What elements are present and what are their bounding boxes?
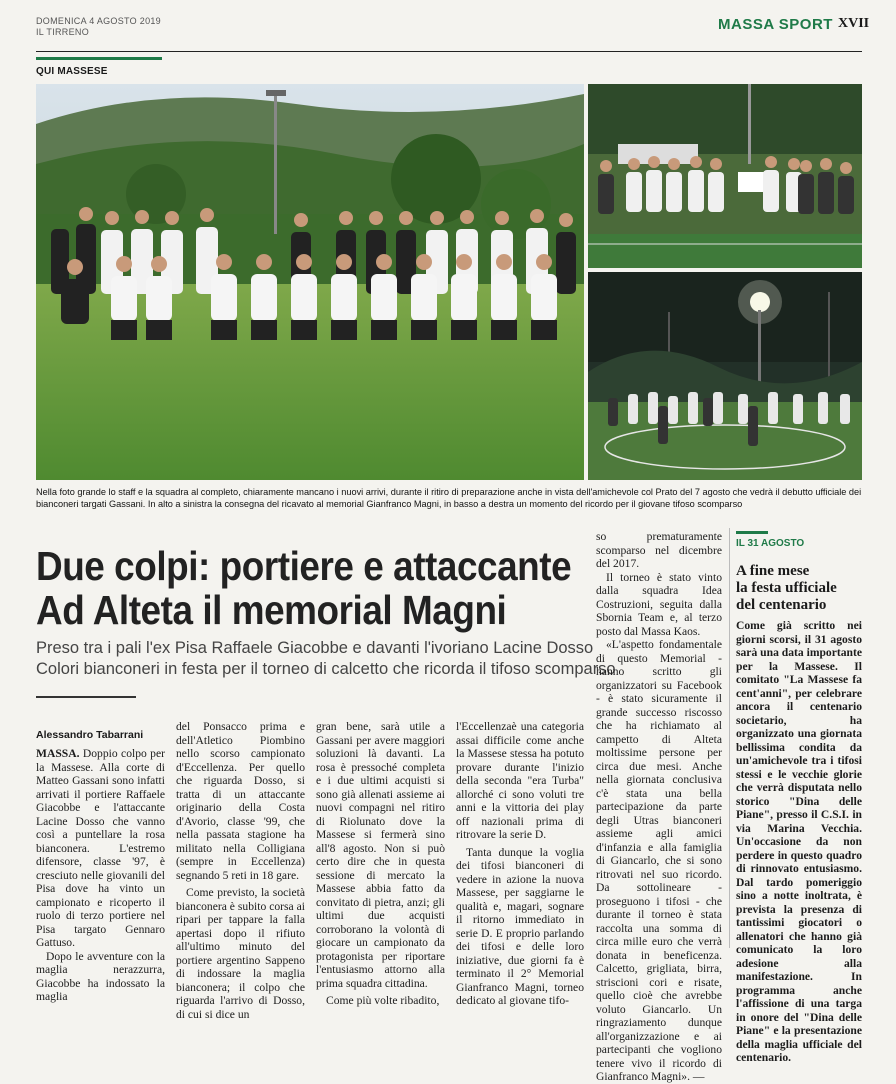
night-event-photo (588, 272, 862, 480)
dateline: MASSA. (36, 747, 80, 760)
issue-date: DOMENICA 4 AGOSTO 2019 (36, 16, 161, 26)
header-rule (36, 51, 862, 52)
article-column-1 (36, 747, 165, 1004)
subheadline-2: Colori bianconeri in festa per il torneo di calcetto che ricorda il tifoso scomparso (36, 660, 616, 678)
article-column-4 (456, 720, 584, 1008)
article-column-2 (176, 720, 305, 1021)
paragraph: gran bene, sarà utile a Gassani per avere maggiori soluzioni là davanti. La rosa è pressoché completa e i due ultimi acquisti si sono già allenati assieme ai nuovi compagni nel ritiro di Riolunato dove la Massese si fermerà sino all'8 agosto. Non si può certo dire che in questa sessione di mercato la Massese abbia fatto da convitato di pietra, anzi; gli ultimi due acquisti corroborano la volontà di giocare un campionato da protagonista per riportare l'entusiasmo attorno alla prima squadra cittadina. (316, 720, 445, 990)
headline-line-2: Ad Alteta il memorial Magni (36, 587, 507, 633)
page-number: XVII (838, 16, 870, 31)
paragraph: l'Eccellenzaè una categoria assai difficile come anche la Massese stessa ha potuto provare durante l'inizio della seconda "era Turba" allorché ci sono voluti tre anni e la vittoria dei play off nazionali prima di ritrovare la serie D. (456, 720, 584, 841)
paragraph: «L'aspetto fondamentale di questo Memorial - hanno scritto gli organizzatori su Facebook - è stato sicuramente il grande successo riscosso che ha richiamato al campetto di Alteta moltissime persone per circa due mesi. Anche nella giornata conclusiva c'è stata una bella partecipazione da parte degli Utras bianconeri assieme agli amici d'infanzia e alla famiglia di Giancarlo, che si sono ritrovati nel suo ricordo. Da sottolineare - proseguono i tifosi - che durante il torneo è stata raccolta una somma di circa mille euro che verrà donata in beneficenza. Calcetto, grigliata, birra, striscioni cori e risate, quello cioè che avrebbe voluto Giancarlo. Un ringraziamento dunque all'organizzazione e ai partecipanti che vogliono tenere vivo il ricordo di Gianfranco Magni». — (596, 638, 722, 1083)
article-column-3 (316, 720, 445, 1008)
photo-caption: Nella foto grande lo staff e la squadra al completo, chiaramente mancano i nuovi arrivi, durante il ritiro di preparazione anche in vista dell'amichevole col Prato del 7 agosto che vedrà il debutto ufficiale dei bianconeri targati Gassani. In alto a sinistra la consegna del ricavato al memorial Gianfranco Magni, in basso a destra un momento del ricordo per il giovane tifoso scomparso (36, 487, 862, 509)
sidebar-divider (729, 528, 730, 948)
sidebar-kicker-bar (736, 531, 768, 534)
paragraph: Tanta dunque la voglia dei tifosi bianconeri di vedere in azione la nuova Massese, per saggiarne le qualità e, magari, sognare il ritorno immediato in serie D. E proprio parlando dei tifosi e delle loro iniziative, due giorni fa è terminato il 2° Memorial Gianfranco Magni, torneo dedicato al giovane tifo- (456, 845, 584, 1007)
byline: Alessandro Tabarrani (36, 729, 144, 741)
article-column-5 (596, 530, 722, 1084)
paragraph: Come più volte ribadito, (326, 994, 440, 1007)
kicker-bar (36, 57, 162, 60)
headline-line-1: Due colpi: portiere e attaccante (36, 543, 572, 589)
paragraph: Il torneo è stato vinto dalla squadra Idea Costruzioni, seguita dalla Sbornia Team e, al terzo posto dal Massa Kaos. (596, 570, 722, 638)
section-title: MASSA SPORT (718, 16, 833, 33)
sidebar-kicker: IL 31 AGOSTO (736, 538, 805, 549)
paragraph: Doppio colpo per la Massese. Alla corte di Matteo Gassani sono infatti arrivati il portiere Raffaele Giacobbe e l'attaccante Lacine Dosso che vanno così a puntellare la rosa bianconera. L'estremo difensore, classe '97, è cresciuto nelle giovanili del Pisa dove ha vinto un campionato e ricoperto il ruolo di terzo portiere nel Pisa targato Gennaro Gattuso. (36, 747, 165, 949)
byline-rule (36, 696, 136, 698)
paragraph: del Ponsacco prima e dell'Atletico Piombino nello scorso campionato d'Eccellenza. Per quello che riguarda Dosso, si tratta di un attaccante originario della Costa d'Avorio, classe '99, che nella passata stagione ha militato nella Colligiana (sempre in Eccellenza) segnando 5 reti in 18 gare. (176, 720, 305, 882)
sidebar-body: Come già scritto nei giorni scorsi, il 31 agosto sarà una data importante per la Massese. Il comitato "La Massese fa cent'anni", per celebrare ancora il centenario societario, ha organizzato una giornata bellissima condita da un'amichevole tra i tifosi stessi e le vecchie glorie che verrà disputata nello storico "Dina delle Piane", presso il C.S.I. in via Marina Vecchia. Un'occasione da non perdere in questo quadro di rinnovato entusiasmo. Dal tardo pomeriggio sino a notte inoltrata, è prevista la presenza di tantissimi giocatori o allenatori che hanno già comunicato la loro adesione alla manifestazione. In programma anche l'affissione di una targa in onore del "Dina delle Piane" e la presentazione della maglia ufficiale del centenario. (736, 619, 862, 1064)
sidebar-title-1: A fine mese (736, 563, 810, 579)
subheadline-1: Preso tra i pali l'ex Pisa Raffaele Giacobbe e davanti l'ivoriano Lacine Dosso (36, 639, 594, 657)
memorial-photo (588, 84, 862, 268)
paragraph: Come previsto, la società bianconera è subito corsa ai ripari per tappare la falla apertasi dopo il rifiuto all'ultimo minuto del portiere argentino Sappeno di indossare la maglia bianconera; il colpo che riguarda l'arrivo di Dosso, di cui si dice un (176, 886, 305, 1021)
paragraph: Dopo le avventure con la maglia nerazzurra, Giacobbe ha indossato la maglia (36, 949, 165, 1003)
page-kicker: QUI MASSESE (36, 66, 108, 77)
sidebar-title-2: la festa ufficiale (736, 580, 837, 596)
paper-name: IL TIRRENO (36, 27, 90, 37)
team-photo (36, 84, 584, 480)
paragraph: so prematuramente scomparso nel dicembre del 2017. (596, 530, 722, 570)
sidebar-title-3: del centenario (736, 597, 827, 613)
